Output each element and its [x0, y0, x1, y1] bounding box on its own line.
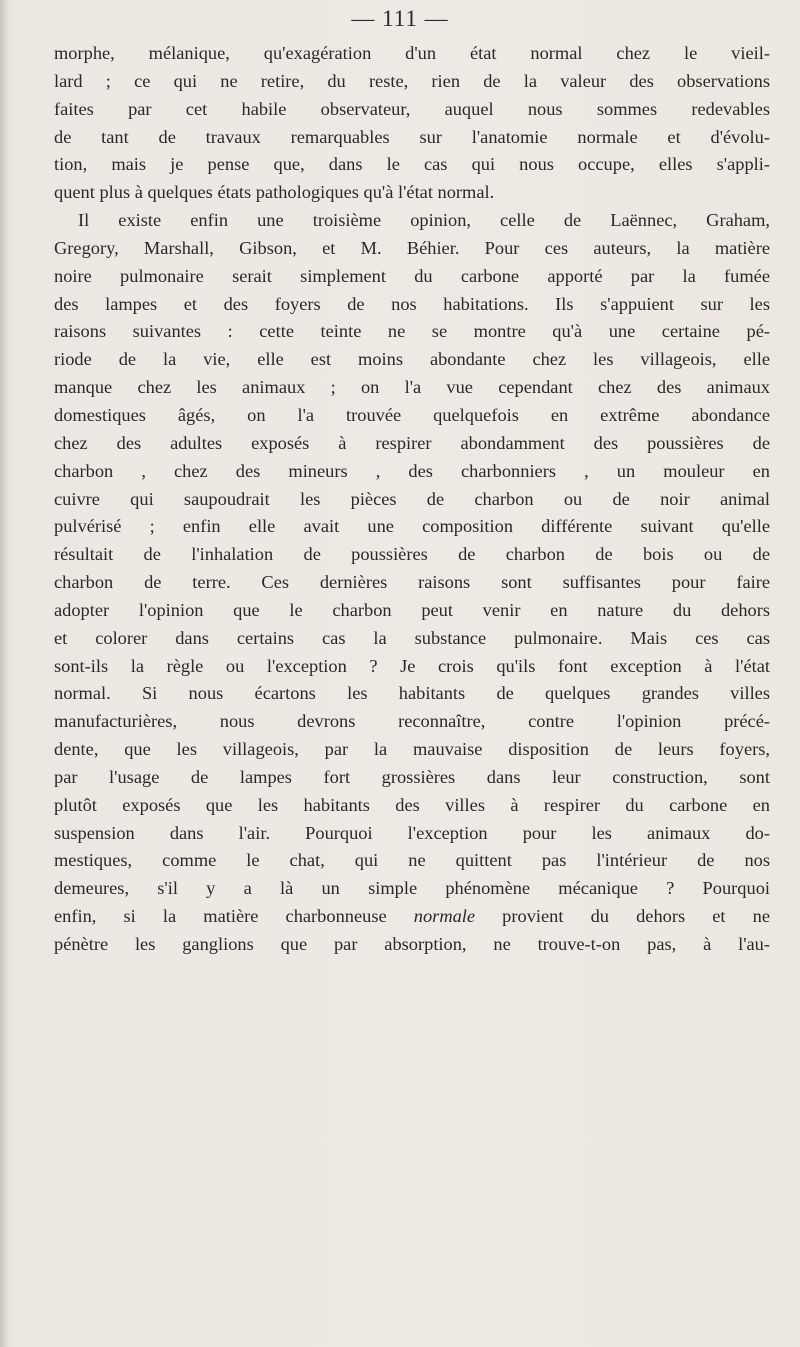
text-line: Il existe enfin une troisième opinion, celle de Laënnec, Graham, [78, 210, 770, 231]
text-line: tion, mais je pense que, dans le cas qui nous occupe, elles s'appli- [54, 154, 770, 175]
text-line: noire pulmonaire serait simplement du carbone apporté par la fumée [54, 265, 770, 286]
text-line: Gregory, Marshall, Gibson, et M. Béhier. Pour ces auteurs, la matière [54, 237, 770, 258]
text-line: adopter l'opinion que le charbon peut venir en nature du dehors [54, 599, 770, 620]
text-line: chez des adultes exposés à respirer abondamment des poussières de [54, 432, 770, 453]
text-line: lard ; ce qui ne retire, du reste, rien de la valeur des observations [54, 70, 770, 91]
text-line-with-italic [54, 903, 770, 931]
text-line: plutôt exposés que les habitants des villes à respirer du carbone en [54, 794, 770, 815]
text-line: sont-ils la règle ou l'exception ? Je crois qu'ils font exception à l'état [54, 655, 770, 676]
text-line: demeures, s'il y a là un simple phénomène mécanique ? Pourquoi [54, 878, 770, 899]
binding-shadow [0, 0, 8, 1347]
text-line: riode de la vie, elle est moins abondante chez les villageois, elle [54, 349, 770, 370]
text-line: cuivre qui saupoudrait les pièces de charbon ou de noir animal [54, 488, 770, 509]
text-line: dente, que les villageois, par la mauvaise disposition de leurs foyers, [54, 739, 770, 760]
text-line: manque chez les animaux ; on l'a vue cependant chez des animaux [54, 377, 770, 398]
text-line: résultait de l'inhalation de poussières de charbon de bois ou de [54, 544, 770, 565]
text-segment: enfin, si la matière charbonneuse [54, 906, 414, 927]
text-line: pénètre les ganglions que par absorption, ne trouve-t-on pas, à l'au- [54, 934, 770, 954]
text-line: faites par cet habile observateur, auquel nous sommes redevables [54, 98, 770, 119]
page-number: — 111 — [351, 6, 449, 31]
text-line: pulvérisé ; enfin elle avait une composition différente suivant qu'elle [54, 516, 770, 537]
text-line: manufacturières, nous devrons reconnaître, contre l'opinion précé- [54, 711, 770, 732]
text-line: raisons suivantes : cette teinte ne se montre qu'à une certaine pé- [54, 321, 770, 342]
body-text [54, 40, 770, 959]
text-line: suspension dans l'air. Pourquoi l'exception pour les animaux do- [54, 822, 770, 843]
text-line: mestiques, comme le chat, qui ne quittent pas l'intérieur de nos [54, 850, 770, 871]
text-line: des lampes et des foyers de nos habitations. Ils s'appuient sur les [54, 293, 770, 314]
text-line: charbon , chez des mineurs , des charbonniers , un mouleur en [54, 460, 770, 481]
text-line: et colorer dans certains cas la substance pulmonaire. Mais ces cas [54, 627, 770, 648]
text-line: quent plus à quelques états pathologiques qu'à l'état normal. [54, 182, 495, 203]
text-line: domestiques âgés, on l'a trouvée quelquefois en extrême abondance [54, 404, 770, 425]
text-line: de tant de travaux remarquables sur l'anatomie normale et d'évolu- [54, 126, 770, 147]
text-line: par l'usage de lampes fort grossières dans leur construction, sont [54, 766, 770, 787]
text-segment: provient du dehors et ne [475, 906, 770, 927]
text-line: morphe, mélanique, qu'exagération d'un état normal chez le vieil- [54, 43, 770, 63]
italic-word: normale [413, 906, 476, 927]
text-line: charbon de terre. Ces dernières raisons sont suffisantes pour faire [54, 572, 770, 593]
text-line: normal. Si nous écartons les habitants de quelques grandes villes [54, 683, 770, 704]
